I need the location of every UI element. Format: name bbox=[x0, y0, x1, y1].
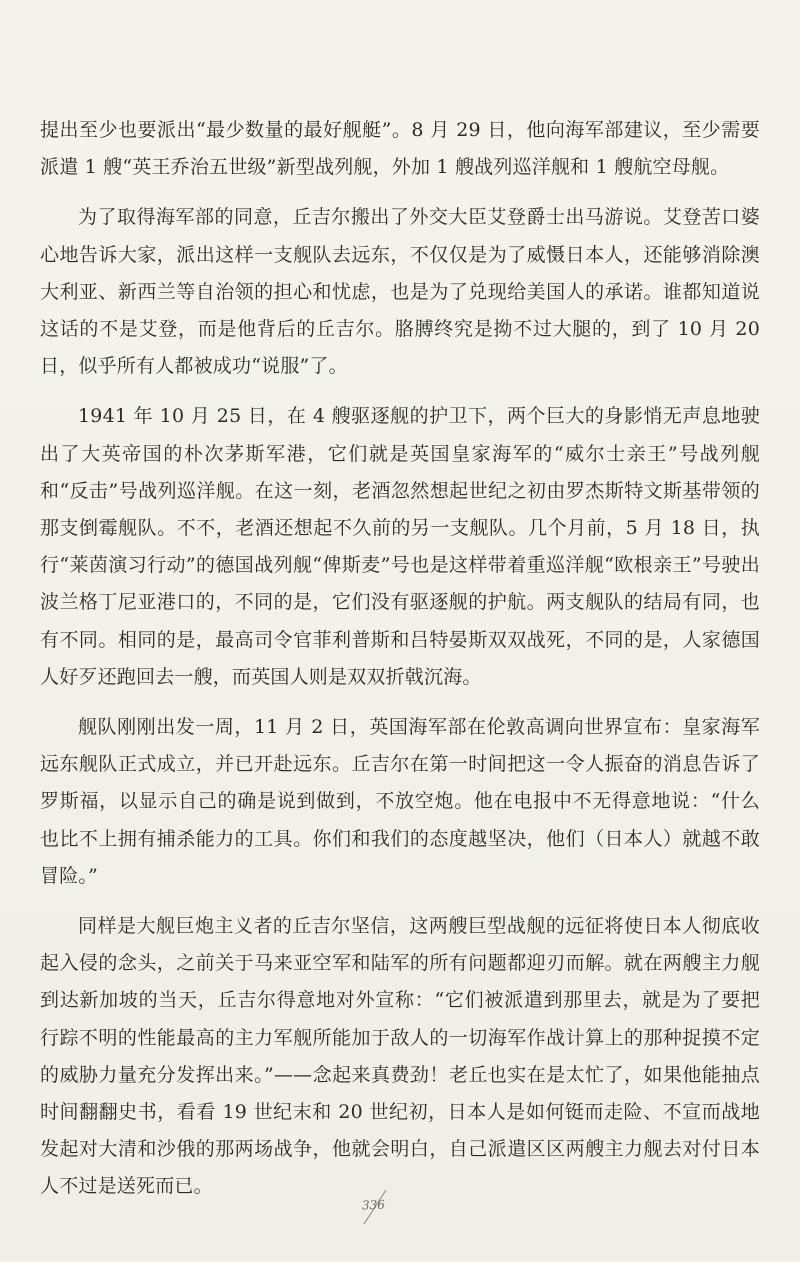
paragraph-2: 为了取得海军部的同意，丘吉尔搬出了外交大臣艾登爵士出马游说。艾登苦口婆心地告诉大家，派出这样一支舰队去远东，不仅仅是为了威慑日本人，还能够消除澳大利亚、新西兰等自治领的担心和忧虑，也是为了兑现给美国人的承诺。谁都知道说这话的不是艾登，而是他背后的丘吉尔。胳膊终究是拗不过大腿的，到了 10 月 20 日，似乎所有人都被成功“说服”了。 bbox=[40, 206, 760, 378]
paragraph-5: 同样是大舰巨炮主义者的丘吉尔坚信，这两艘巨型战舰的远征将使日本人彻底收起入侵的念头，之前关于马来亚空军和陆军的所有问题都迎刃而解。就在两艘主力舰到达新加坡的当天，丘吉尔得意地对外宣称：“它们被派遣到那里去，就是为了要把行踪不明的性能最高的主力军舰所能加于敌人的一切海军作战计算上的那种捉摸不定的威胁力量充分发挥出来。”——念起来真费劲！老丘也实在是太忙了，如果他能抽点时间翻翻史书，看看 19 世纪末和 20 世纪初，日本人是如何铤而走险、不宣而战地发起对大清和沙俄的那两场战争，他就会明白，自己派遣区区两艘主力舰去对付日本人不过是送死而已。 bbox=[40, 915, 760, 1198]
paragraph-4: 舰队刚刚出发一周，11 月 2 日，英国海军部在伦敦高调向世界宣布：皇家海军远东舰队正式成立，并已开赴远东。丘吉尔在第一时间把这一令人振奋的消息告诉了罗斯福，以显示自己的确是说到做到，不放空炮。他在电报中不无得意地说：“什么也比不上拥有捕杀能力的工具。你们和我们的态度越坚决，他们（日本人）就越不敢冒险。” bbox=[40, 716, 760, 887]
body-text bbox=[40, 112, 760, 1219]
page-number: 336 bbox=[361, 1197, 386, 1213]
paragraph-3: 1941 年 10 月 25 日，在 4 艘驱逐舰的护卫下，两个巨大的身影悄无声息地驶出了大英帝国的朴次茅斯军港，它们就是英国皇家海军的“威尔士亲王”号战列舰和“反击”号战列巡洋舰。在这一刻，老酒忽然想起世纪之初由罗杰斯特文斯基带领的那支倒霉舰队。不不，老酒还想起不久前的另一支舰队。几个月前，5 月 18 日，执行“莱茵演习行动”的德国战列舰“俾斯麦”号也是这样带着重巡洋舰“欧根亲王”号驶出波兰格丁尼亚港口的，不同的是，它们没有驱逐舰的护航。两支舰队的结局有同，也有不同。相同的是，最高司令官菲利普斯和吕特晏斯双双战死，不同的是，人家德国人好歹还跑回去一艘，而英国人则是双双折戟沉海。 bbox=[40, 405, 760, 688]
paragraph-1: 提出至少也要派出“最少数量的最好舰艇”。8 月 29 日，他向海军部建议，至少需要派遣 1 艘“英王乔治五世级”新型战列舰，外加 1 艘战列巡洋舰和 1 艘航空母舰。 bbox=[40, 119, 760, 179]
